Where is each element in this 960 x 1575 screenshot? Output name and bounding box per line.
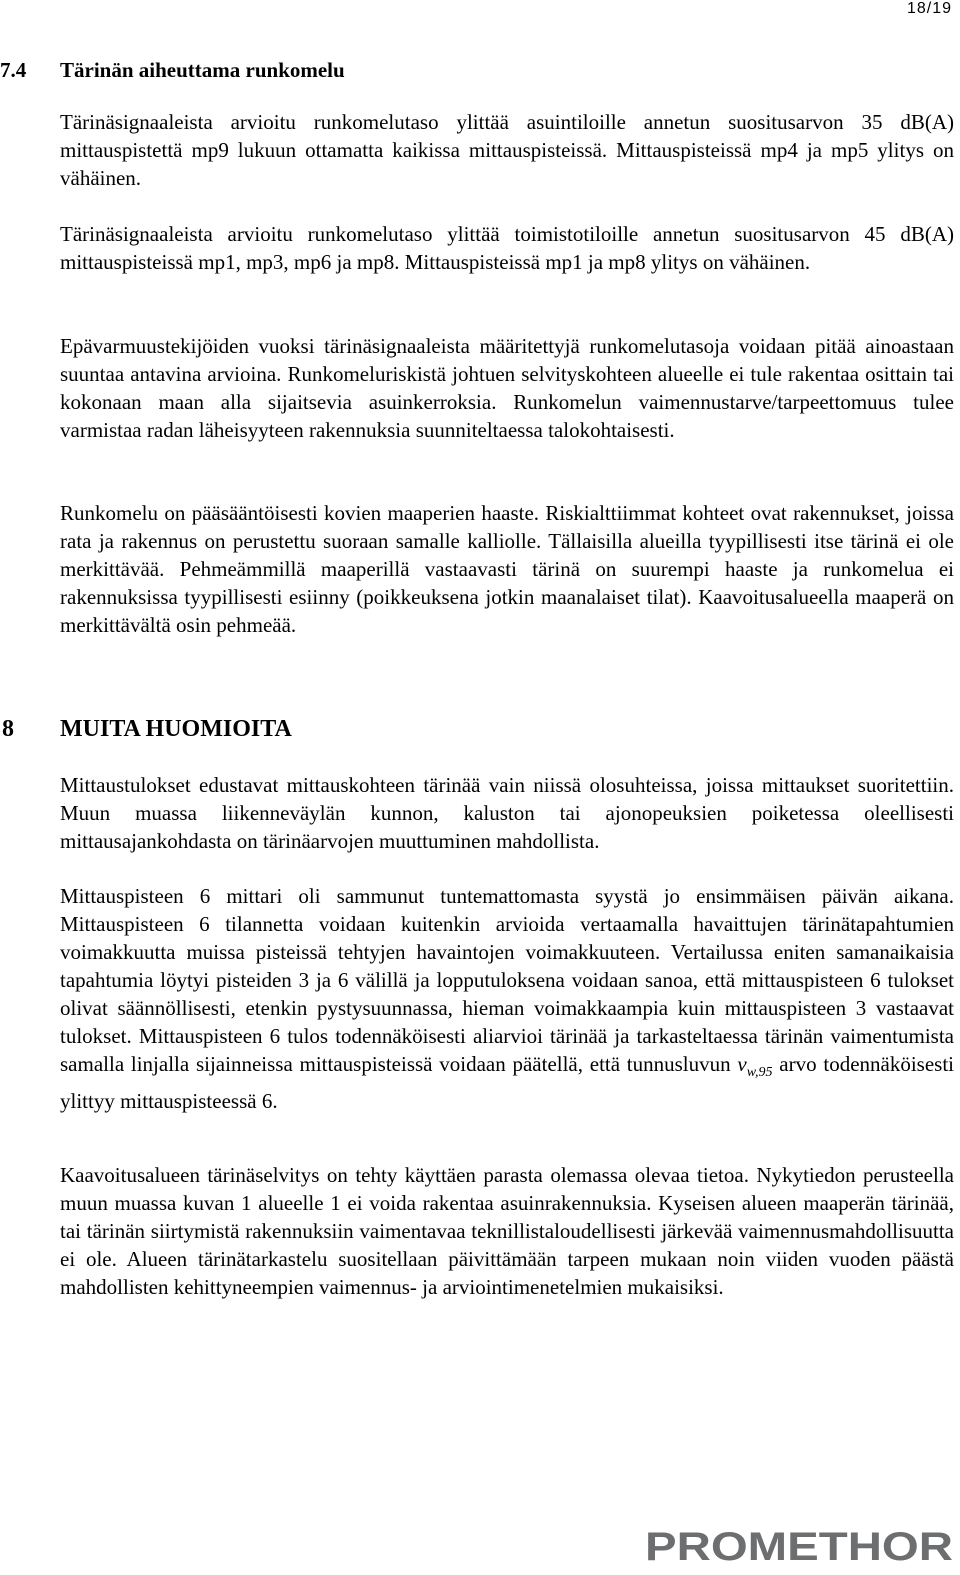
section-number: 7.4 [0,58,27,82]
paragraph: Runkomelu on pääsääntöisesti kovien maaperien haaste. Riskialttiimmat kohteet ovat rakennukset, joissa rata ja rakennus on perustettu suoraan samalle kalliolle. Tällaisilla alueilla tyypillisesti itse tärinä ei ole merkittävää. Pehmeämmillä maaperillä vastaavasti tärinä on suurempi haaste ja runkomelua ei rakennuksissa tyypillisesti esiinny (poikkeuksena jotkin maanalaiset tilat). Kaavoitusalueella maaperä on merkittävältä osin pehmeää. [60,501,954,637]
paragraph: Tärinäsignaaleista arvioitu runkomelutaso ylittää asuintiloille annetun suositusarvon 35 dB(A) mittauspistettä mp9 lukuun ottamatta kaikissa mittauspisteissä. Mittauspisteissä mp4 ja mp5 ylitys on vähäinen. [60,110,954,190]
promethor-logo [645,1522,955,1566]
section-title: Tärinän aiheuttama runkomelu [60,58,345,82]
section-title: MUITA HUOMIOITA [60,716,292,742]
section-number: 8 [2,716,14,742]
paragraph [60,882,954,1115]
paragraph-text: Mittauspisteen 6 mittari oli sammunut tuntemattomasta syystä jo ensimmäisen päivän aikana. Mittauspisteen 6 tilannetta voidaan kuitenkin arvioida vertaamalla havaittujen tärinätapahtumien voimakkuutta muissa pisteissä tehtyjen havaintojen voimakkuuteen. Vertailussa eniten samanaikaisia tapahtumia löytyi pisteiden 3 ja 6 välillä ja lopputuloksena voidaan sanoa, että mittauspisteen 6 tulokset olivat säännöllisesti, etenkin pystysuunnassa, hieman voimakkaampia kuin mittauspisteen 3 vastaavat tulokset. Mittauspisteen 6 tulos todennäköisesti aliarvioi tärinää ja tarkasteltaessa tärinän vaimentumista samalla linjalla sijainneissa mittauspisteissä voidaan päätellä, että tunnusluvun [60,884,954,1076]
paragraph: Epävarmuustekijöiden vuoksi tärinäsignaaleista määritettyjä runkomelutasoja voidaan pitää ainoastaan suuntaa antavina arvioina. Runkomeluriskistä johtuen selvityskohteen alueelle ei tule rakentaa osittain tai kokonaan maan alla sijaitsevia asuinkerroksia. Runkomelun vaimennustarve/tarpeettomuus tulee varmistaa radan läheisyyteen rakennuksia suunniteltaessa talokohtaisesti. [60,334,954,442]
math-subscript: w,95 [746,1065,773,1081]
math-symbol: v [737,1052,747,1076]
logo-text: PROMETHOR [645,1525,954,1566]
paragraph: Mittaustulokset edustavat mittauskohteen tärinää vain niissä olosuhteissa, joissa mittaukset suoritettiin. Muun muassa liikenneväylän kunnon, kaluston tai ajonopeuksien poiketessa oleellisesti mittausajankohdasta on tärinäarvojen muuttuminen mahdollista. [60,773,954,853]
page-number: 18/19 [906,0,952,17]
paragraph-text: arvo todennäköisesti ylittyy mittauspisteessä 6. [60,1052,955,1114]
paragraph: Tärinäsignaaleista arvioitu runkomelutaso ylittää toimistotiloille annetun suositusarvon 45 dB(A) mittauspisteissä mp1, mp3, mp6 ja mp8. Mittauspisteissä mp1 ja mp8 ylitys on vähäinen. [60,222,954,274]
paragraph: Kaavoitusalueen tärinäselvitys on tehty käyttäen parasta olemassa olevaa tietoa. Nykytiedon perusteella muun muassa kuvan 1 alueelle 1 ei voida rakentaa asuinrakennuksia. Kyseisen alueen maaperän tärinää, tai tärinän siirtymistä rakennuksiin vaimentavaa teknillistaloudellisesti järkevää vaimennusmahdollisuutta ei ole. Alueen tärinätarkastelu suositellaan päivittämään tarpeen mukaan noin viiden vuoden päästä mahdollisten kehittyneempien vaimennus- ja arviointimenetelmien mukaisiksi. [60,1163,954,1299]
